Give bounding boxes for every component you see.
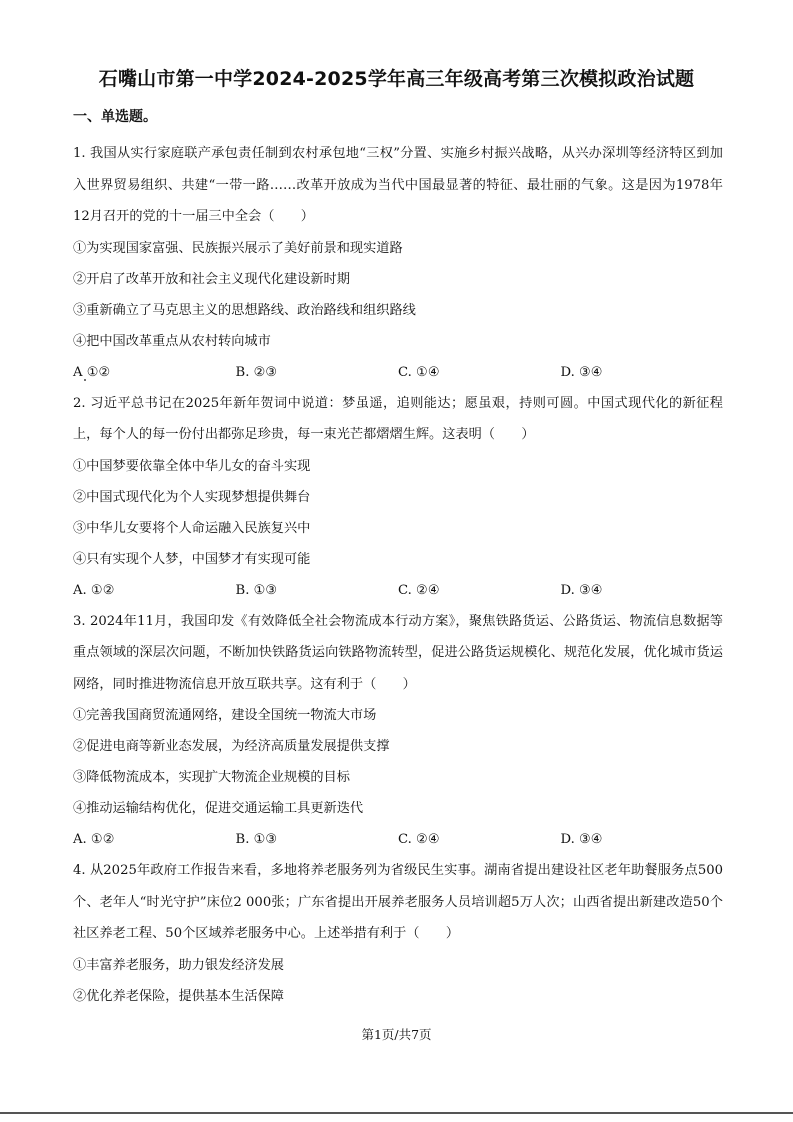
choice-d[interactable]: D. ③④ <box>560 832 603 847</box>
statement-option: ③降低物流成本，实现扩大物流企业规模的目标 <box>73 770 350 785</box>
choice-b[interactable]: B. ①③ <box>235 582 278 598</box>
statement-option: ①中国梦要依靠全体中华儿女的奋斗实现 <box>73 458 311 474</box>
choice-d[interactable]: D. ③④ <box>560 364 603 380</box>
section-heading: 一、单选题。 <box>73 109 157 125</box>
statement-option: ①丰富养老服务，助力银发经济发展 <box>73 957 284 973</box>
question-stem: 4. 从2025年政府工作报告来看，多地将养老服务列为省级民生实事。湖南省提出建设社区老年助餐服务点500个、老年人“时光守护”床位2 000张；广东省提出开展养老服务人员培训超5万人次；山西省提出新建改造50个社区养老工程、50个区域养老服务中心。上述举措有利于（ ） <box>73 863 723 941</box>
choice-a[interactable]: A. ①② <box>73 582 115 598</box>
statement-option: ①为实现国家富强、民族振兴展示了美好前景和现实道路 <box>73 240 403 256</box>
choice-c[interactable]: C. ②④ <box>398 582 440 598</box>
choice-c[interactable]: C. ②④ <box>398 832 440 847</box>
statement-option: ①完善我国商贸流通网络，建设全国统一物流大市场 <box>73 708 377 723</box>
question-2 <box>73 388 723 606</box>
choice-d[interactable]: D. ③④ <box>560 582 603 598</box>
statement-option: ②开启了改革开放和社会主义现代化建设新时期 <box>73 271 350 287</box>
statement-option: ④把中国改革重点从农村转向城市 <box>73 333 271 349</box>
statement-option: ④推动运输结构优化，促进交通运输工具更新迭代 <box>73 801 364 816</box>
page-title: 石嘴山市第一中学2024-2025学年高三年级高考第三次模拟政治试题 <box>98 68 695 90</box>
choice-b[interactable]: B. ①③ <box>235 832 278 847</box>
question-1 <box>73 138 723 388</box>
choice-a[interactable]: A. ①② <box>73 832 115 847</box>
statement-option: ③重新确立了马克思主义的思想路线、政治路线和组织路线 <box>73 302 416 318</box>
choice-a[interactable]: A ①② <box>73 364 111 380</box>
page-bottom-rule <box>0 1112 793 1114</box>
choice-b[interactable]: B. ②③ <box>235 364 278 380</box>
statement-option: ②中国式现代化为个人实现梦想提供舞台 <box>73 489 311 505</box>
question-list <box>73 138 723 1012</box>
question-stem: 1. 我国从实行家庭联产承包责任制到农村承包地“三权”分置、实施乡村振兴战略，从兴办深圳等经济特区到加入世界贸易组织、共建“一带一路……改革开放成为当代中国最显著的特征、最壮丽的气象。这是因为1978年12月召开的党的十一届三中全会（ ） <box>73 146 723 224</box>
statement-option: ②促进电商等新业态发展，为经济高质量发展提供支撑 <box>73 739 390 754</box>
stray-mark <box>84 379 86 381</box>
question-3 <box>73 606 723 856</box>
question-stem: 3. 2024年11月，我国印发《有效降低全社会物流成本行动方案》，聚焦铁路货运、公路货运、物流信息数据等重点领域的深层次问题，不断加快铁路货运向铁路物流转型，促进公路货运规模化、规范化发展，优化城市货运网络，同时推进物流信息开放互联共享。这有利于（ ） <box>73 613 723 692</box>
choice-c[interactable]: C. ①④ <box>398 364 440 380</box>
answer-choices <box>73 824 723 855</box>
question-4 <box>73 855 723 1012</box>
page-number: 第1页/共7页 <box>361 1027 432 1042</box>
question-stem: 2. 习近平总书记在2025年新年贺词中说道：梦虽遥，追则能达；愿虽艰，持则可圆。中国式现代化的新征程上，每个人的每一份付出都弥足珍贵，每一束光芒都熠熠生辉。这表明（ ） <box>73 395 723 442</box>
answer-choices <box>73 575 723 606</box>
statement-option: ②优化养老保险，提供基本生活保障 <box>73 988 284 1004</box>
answer-choices <box>73 357 723 388</box>
statement-option: ③中华儿女要将个人命运融入民族复兴中 <box>73 520 311 536</box>
statement-option: ④只有实现个人梦，中国梦才有实现可能 <box>73 551 311 567</box>
